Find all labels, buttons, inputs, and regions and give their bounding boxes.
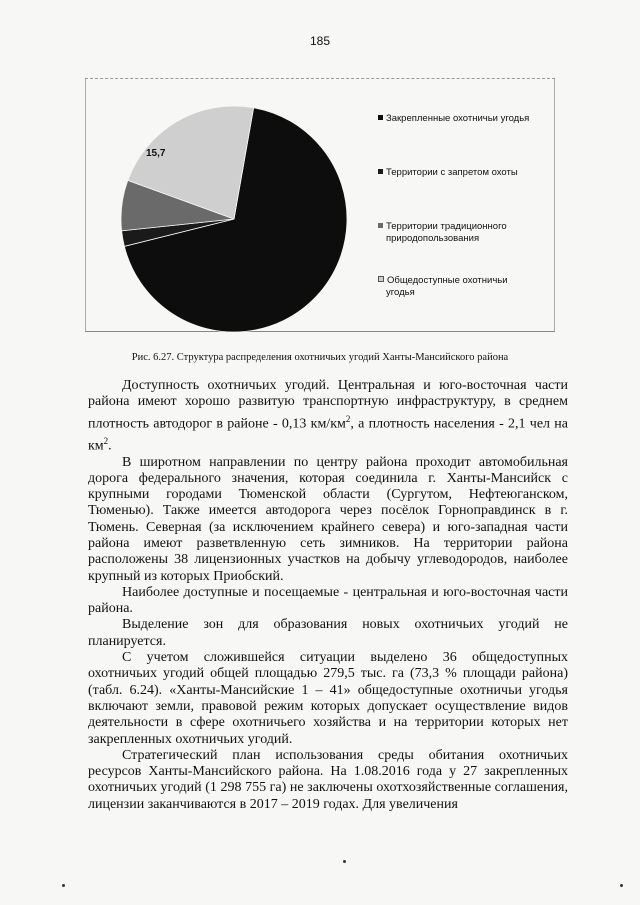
scan-mark: [343, 860, 346, 863]
paragraph: Наиболее доступные и посещаемые - центральная и юго-восточная части района.: [88, 584, 568, 617]
legend-swatch: [378, 169, 383, 174]
paragraph: С учетом сложившейся ситуации выделено 36 общедоступных охотничьих угодий общей площадью 279,5 тыс. га (73,3 % площади района) (табл. 6.24). «Ханты-Мансийские 1 – 41» общедоступные охотничьи угодья включают земли, правовой режим которых допускает осуществление видов деятельности в сфере охотничьего хозяйства и на территории которых нет закрепленных охотничьих угодий.: [88, 650, 568, 747]
legend-swatch: [378, 223, 383, 228]
legend-item-assigned: Закрепленные охотничьи угодья: [378, 113, 553, 125]
scan-mark: [62, 884, 65, 887]
legend-swatch: [378, 276, 384, 282]
page-number: 185: [309, 34, 331, 48]
paragraph: Стратегический план использования среды обитания охотничьих ресурсов Ханты-Мансийского района. На 1.08.2016 года у 27 закрепленных охотничьих угодий (1 298 755 га) не заключены охотхозяйственные соглашения, лицензии заканчиваются в 2017 – 2019 годах. Для увеличения: [88, 747, 568, 812]
pie-chart-frame: [85, 78, 555, 332]
body-text: [88, 378, 568, 813]
legend-item-hunting-ban: Территории с запретом охоты: [378, 167, 553, 179]
slice-data-label: 15,7: [146, 148, 166, 159]
paragraph: В широтном направлении по центру района проходит автомобильная дорога федерального значения, которая соединила г. Ханты-Мансийск с крупными городами Тюменской области (Сургутом, Нефтеюганском, Тюменью). Также имеется автодорога через посёлок Горноправдинск в г. Тюмень. Северная (за исключением крайнего севера) и юго-западная части района имеют разветвленную сеть зимников. На территории района расположены 38 лицензионных участков на добычу углеводородов, наиболее крупный из которых Приобский.: [88, 454, 568, 584]
paragraph: Выделение зон для образования новых охотничьих угодий не планируется.: [88, 617, 568, 649]
legend-item-traditional-use: Территории традиционного природопользования: [378, 221, 553, 245]
legend-swatch: [378, 115, 383, 120]
legend-item-public: Общедоступные охотничьи угодья: [378, 275, 553, 299]
scan-mark: [620, 884, 623, 887]
paragraph: Доступность охотничьих угодий. Центральная и юго-восточная части района имеют хорошо развитую транспортную инфраструктуру, в среднем плотность автодорог в районе - 0,13 $км/км^2$, а плотность населения - 2,1 чел на $км^2$.: [88, 378, 568, 454]
figure-caption: Рис. 6.27. Структура распределения охотничьих угодий Ханты-Мансийского района: [131, 352, 509, 363]
